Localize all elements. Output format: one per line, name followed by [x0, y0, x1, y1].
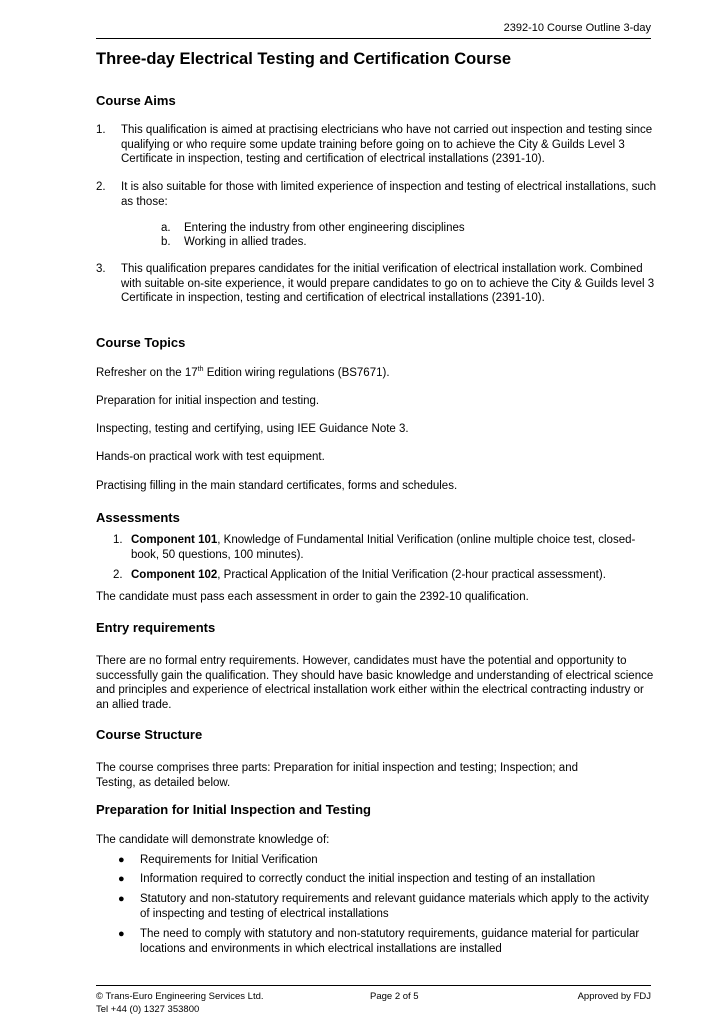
aim-number-2: 2.: [96, 181, 106, 193]
footer-approved: Approved by FDJ: [577, 991, 651, 1002]
assessment-number-2: 2.: [113, 569, 123, 581]
bullet-icon: ●: [118, 873, 125, 885]
aim-subitem-letter-a: a.: [161, 222, 171, 234]
aim-text-3: This qualification prepares candidates for the initial verification of electrical installation work. Combined with suitable on-site experience, it would prepare candidates to go on to achieve the City & Guilds level 3 Certificate in inspection, testing and certification of electrical installations (2391-10).: [121, 263, 655, 305]
assessment-desc-2: , Practical Application of the Initial Verification (2-hour practical assessment).: [217, 569, 606, 581]
assessments-heading: Assessments: [96, 510, 180, 525]
preparation-bullet-2: Information required to correctly conduct the initial inspection and testing of an installation: [140, 873, 596, 885]
bullet-icon: ●: [118, 893, 125, 905]
entry-requirements-heading: Entry requirements: [96, 620, 216, 635]
preparation-bullet-1: Requirements for Initial Verification: [140, 854, 318, 866]
aim-number-3: 3.: [96, 263, 106, 275]
page-header: 2392-10 Course Outline 3-day: [96, 22, 651, 39]
footer-telephone: Tel +44 (0) 1327 353800: [96, 1004, 200, 1015]
assessment-note: The candidate must pass each assessment in order to gain the 2392-10 qualification.: [96, 591, 529, 603]
topic-hands-on: Hands-on practical work with test equipment.: [96, 451, 325, 463]
assessment-number-1: 1.: [113, 534, 123, 546]
topic-certificates: Practising filling in the main standard certificates, forms and schedules.: [96, 480, 458, 492]
assessment-text-1: [131, 533, 661, 562]
aim-text-2: It is also suitable for those with limited experience of inspection and testing of electrical installations, such as those:: [121, 181, 657, 208]
assessment-text-2: [131, 568, 671, 583]
entry-requirements-text: There are no formal entry requirements. However, candidates must have the potential and opportunity to successfully gain the qualification. They should have basic knowledge and understanding of electrical science and principles and experience of electrical installation work either within the electrical contracting industry or an allied trade.: [96, 655, 654, 712]
assessment-desc-1: , Knowledge of Fundamental Initial Verification (online multiple choice test, closed-book, 50 questions, 100 minutes).: [131, 534, 636, 561]
assessment-component-101: Component 101: [131, 534, 218, 546]
preparation-heading: Preparation for Initial Inspection and Testing: [96, 802, 371, 817]
bullet-icon: ●: [118, 854, 125, 866]
assessment-component-102: Component 102: [131, 569, 218, 581]
footer-company: © Trans-Euro Engineering Services Ltd.: [96, 991, 264, 1002]
aim-number-1: 1.: [96, 124, 106, 136]
aim-subitem-text-a: Entering the industry from other engineering disciplines: [184, 222, 465, 234]
aim-text-1: This qualification is aimed at practising electricians who have not carried out inspection and testing since qualifying or who require some update training before going on to achieve the City & Guilds Level 3 Certificate in inspection, testing and certification of electrical installations (2391-10).: [121, 124, 653, 166]
document-title: Three-day Electrical Testing and Certification Course: [96, 50, 512, 68]
topic-refresher-sup: th: [197, 366, 204, 374]
course-aims-heading: Course Aims: [96, 93, 176, 108]
aim-subitem-letter-b: b.: [161, 236, 171, 248]
preparation-intro: The candidate will demonstrate knowledge of:: [96, 834, 330, 846]
topic-preparation: Preparation for initial inspection and testing.: [96, 395, 320, 407]
preparation-bullet-4: The need to comply with statutory and non-statutory requirements, guidance material for particular locations and environments in which electrical installations are installed: [140, 928, 640, 955]
course-structure-heading: Course Structure: [96, 727, 203, 742]
topic-refresher-pre: Refresher on the 17: [96, 367, 198, 379]
topic-inspecting: Inspecting, testing and certifying, using IEE Guidance Note 3.: [96, 423, 409, 435]
course-topics-heading: Course Topics: [96, 335, 186, 350]
footer-page-number: Page 2 of 5: [370, 991, 419, 1002]
bullet-icon: ●: [118, 928, 125, 940]
preparation-bullet-3: Statutory and non-statutory requirements and relevant guidance materials which apply to the activity of inspecting and testing of electrical installations: [140, 893, 649, 920]
footer-divider: [96, 985, 651, 986]
aim-subitem-text-b: Working in allied trades.: [184, 236, 307, 248]
course-structure-text: The course comprises three parts: Preparation for initial inspection and testing; Inspection; and Testing, as detailed below.: [96, 762, 578, 789]
topic-refresher-post: Edition wiring regulations (BS7671).: [203, 367, 390, 379]
topic-refresher: [96, 366, 656, 381]
